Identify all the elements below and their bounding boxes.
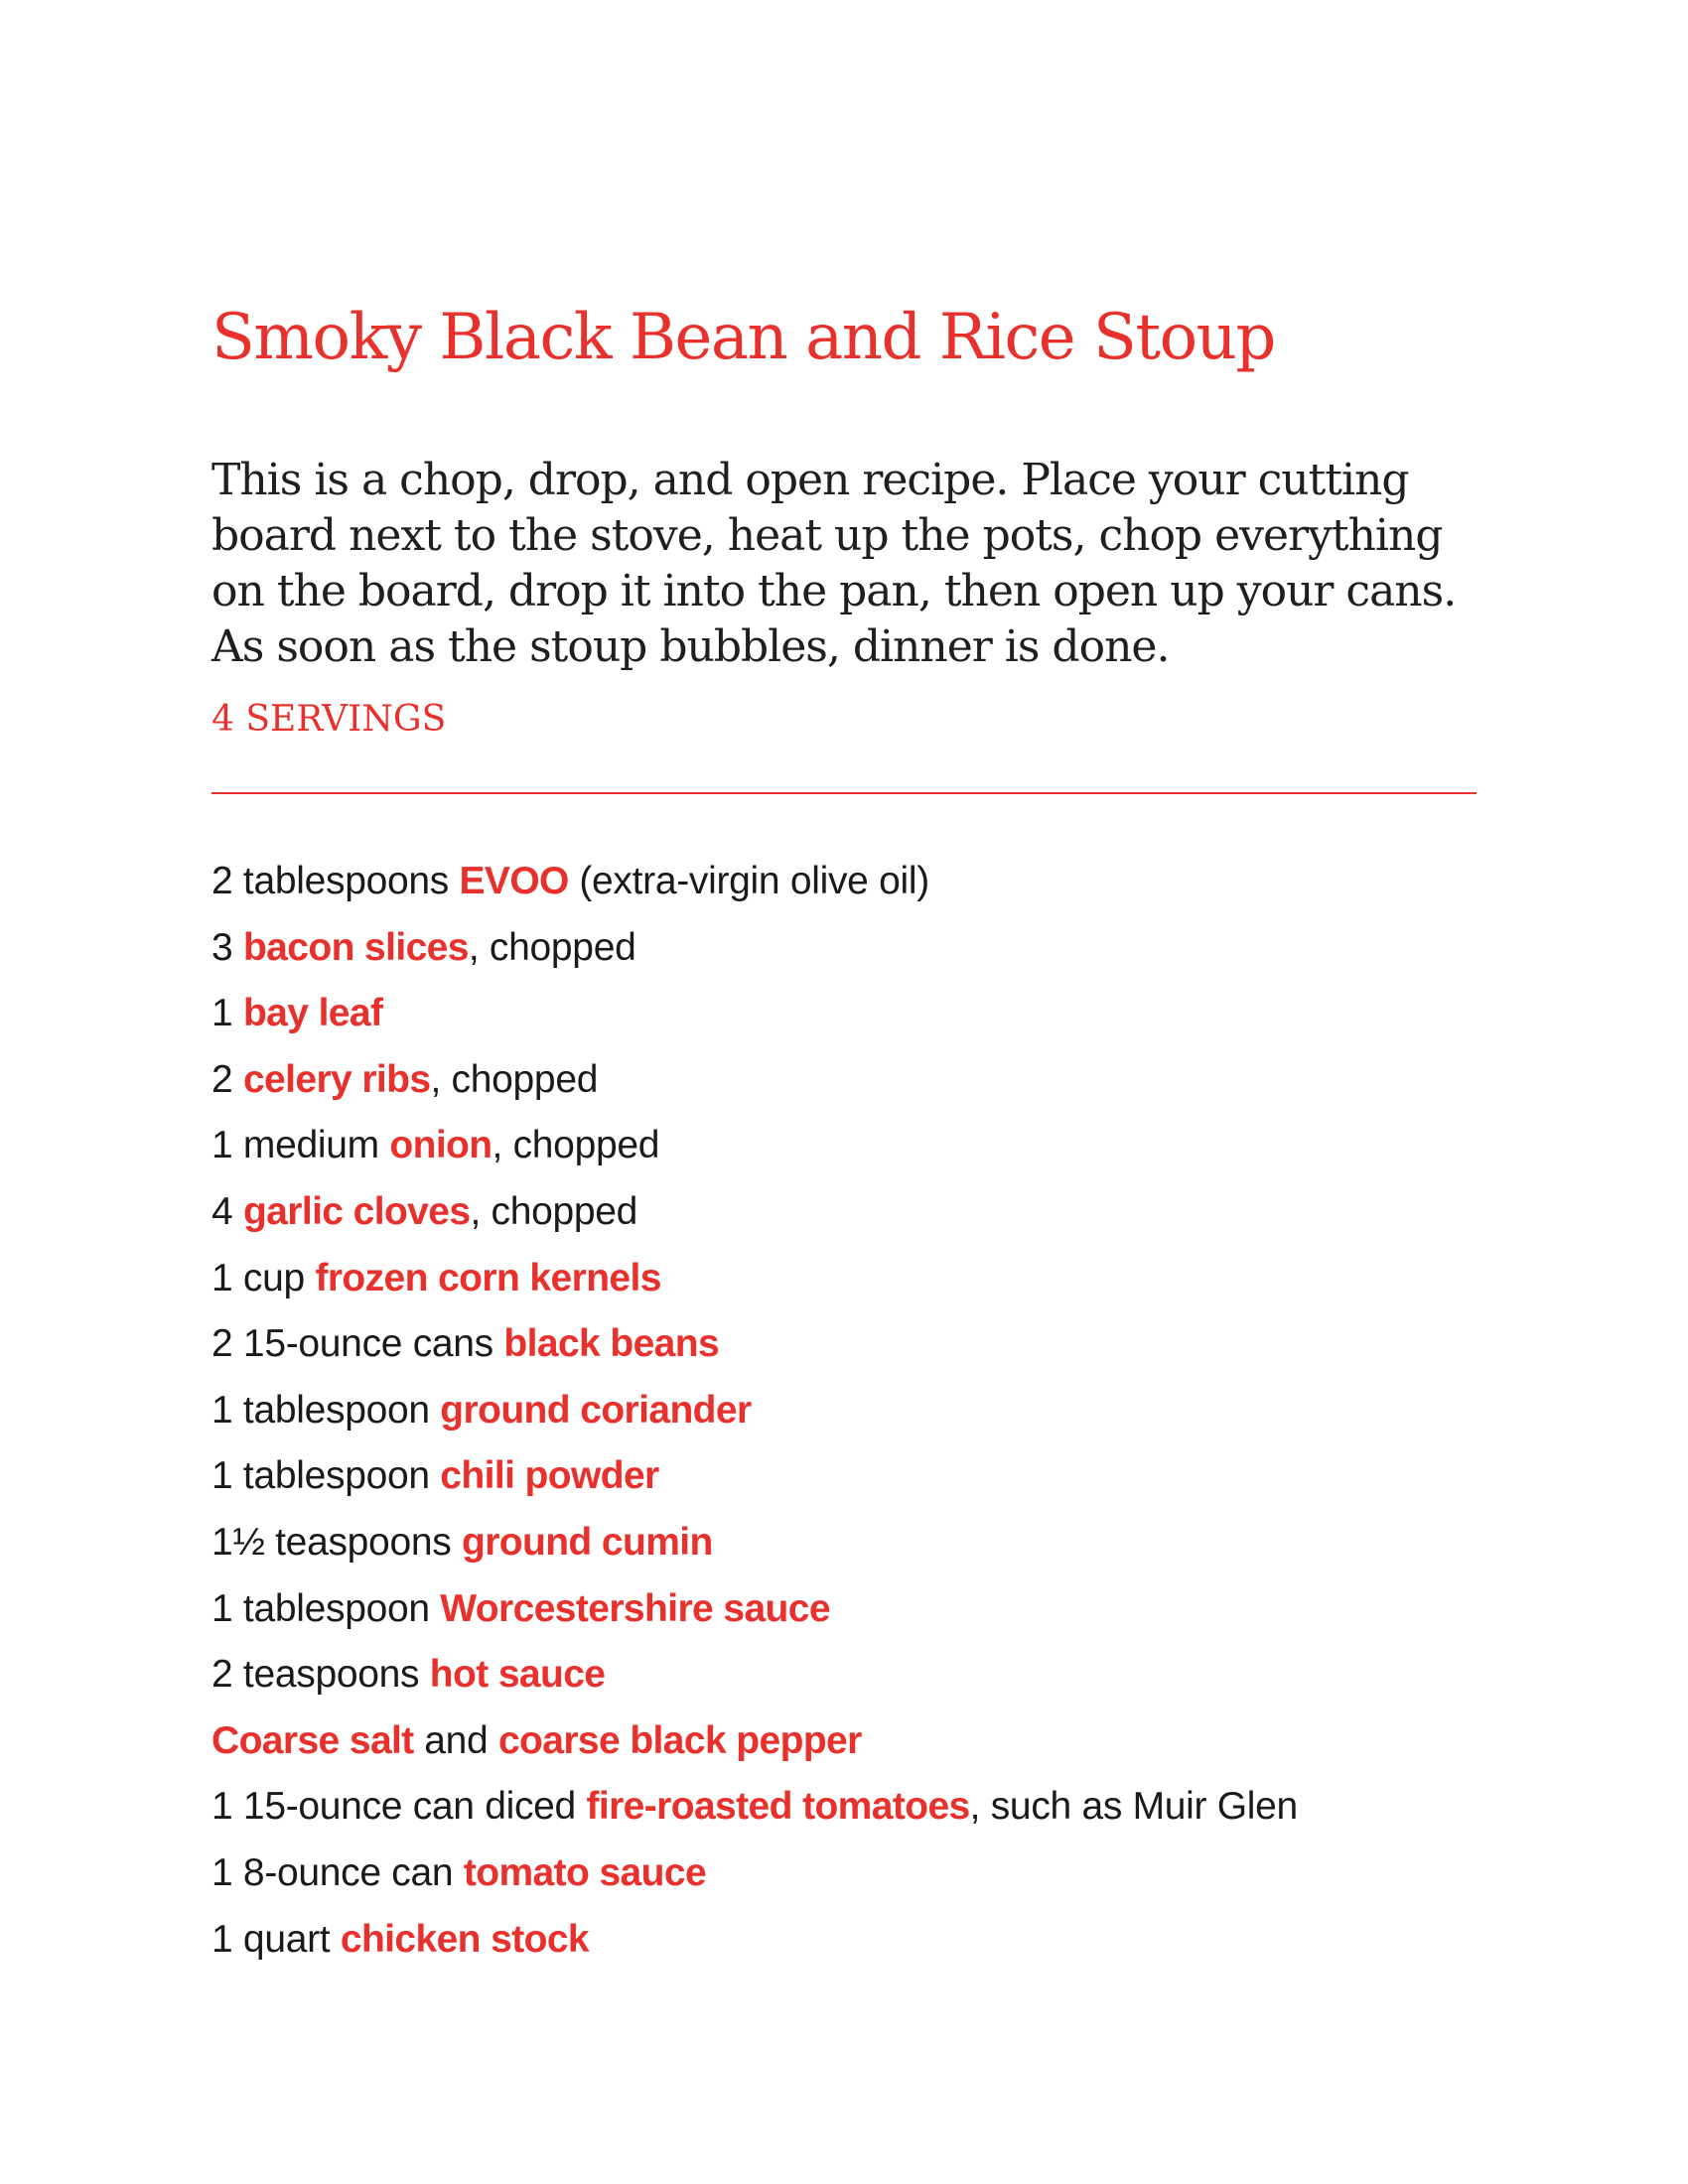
ingredient-item: 1 quart chicken stock	[211, 1917, 590, 1961]
ingredient-item: 1 15-ounce can diced fire-roasted tomatoes, such as Muir Glen	[211, 1785, 1298, 1829]
ingredient-item: 2 teaspoons hot sauce	[211, 1653, 606, 1697]
ingredient-item: 1 cup frozen corn kernels	[211, 1256, 661, 1299]
ingredient-item: 1 tablespoon ground coriander	[211, 1388, 752, 1432]
recipe-intro: This is a chop, drop, and open recipe. Place your cutting board next to the stove, heat up the pots, chop everything on the board, drop it into the pan, then open up your cans. As soon as the stoup bubbles, dinner is done.	[211, 455, 1457, 672]
ingredient-item: 4 garlic cloves, chopped	[211, 1189, 638, 1233]
ingredient-item: 2 tablespoons EVOO (extra-virgin olive oil)	[211, 860, 929, 902]
ingredient-item: 1 tablespoon chili powder	[211, 1454, 659, 1498]
ingredient-list	[211, 849, 1298, 1973]
ingredient-item: 1½ teaspoons ground cumin	[211, 1520, 713, 1564]
ingredient-item: 1 tablespoon Worcestershire sauce	[211, 1586, 830, 1630]
ingredient-item: Coarse salt and coarse black pepper	[211, 1718, 862, 1762]
ingredient-item: 3 bacon slices, chopped	[211, 925, 636, 969]
servings-label: 4 SERVINGS	[211, 699, 447, 740]
ingredient-item: 1 bay leaf	[211, 992, 383, 1035]
ingredient-item: 1 8-ounce can tomato sauce	[211, 1850, 707, 1894]
ingredient-item: 2 celery ribs, chopped	[211, 1057, 599, 1101]
ingredient-item: 1 medium onion, chopped	[211, 1124, 660, 1167]
recipe-title: Smoky Black Bean and Rice Stoup	[211, 301, 1275, 374]
divider	[211, 792, 1477, 794]
ingredient-item: 2 15-ounce cans black beans	[211, 1322, 720, 1366]
